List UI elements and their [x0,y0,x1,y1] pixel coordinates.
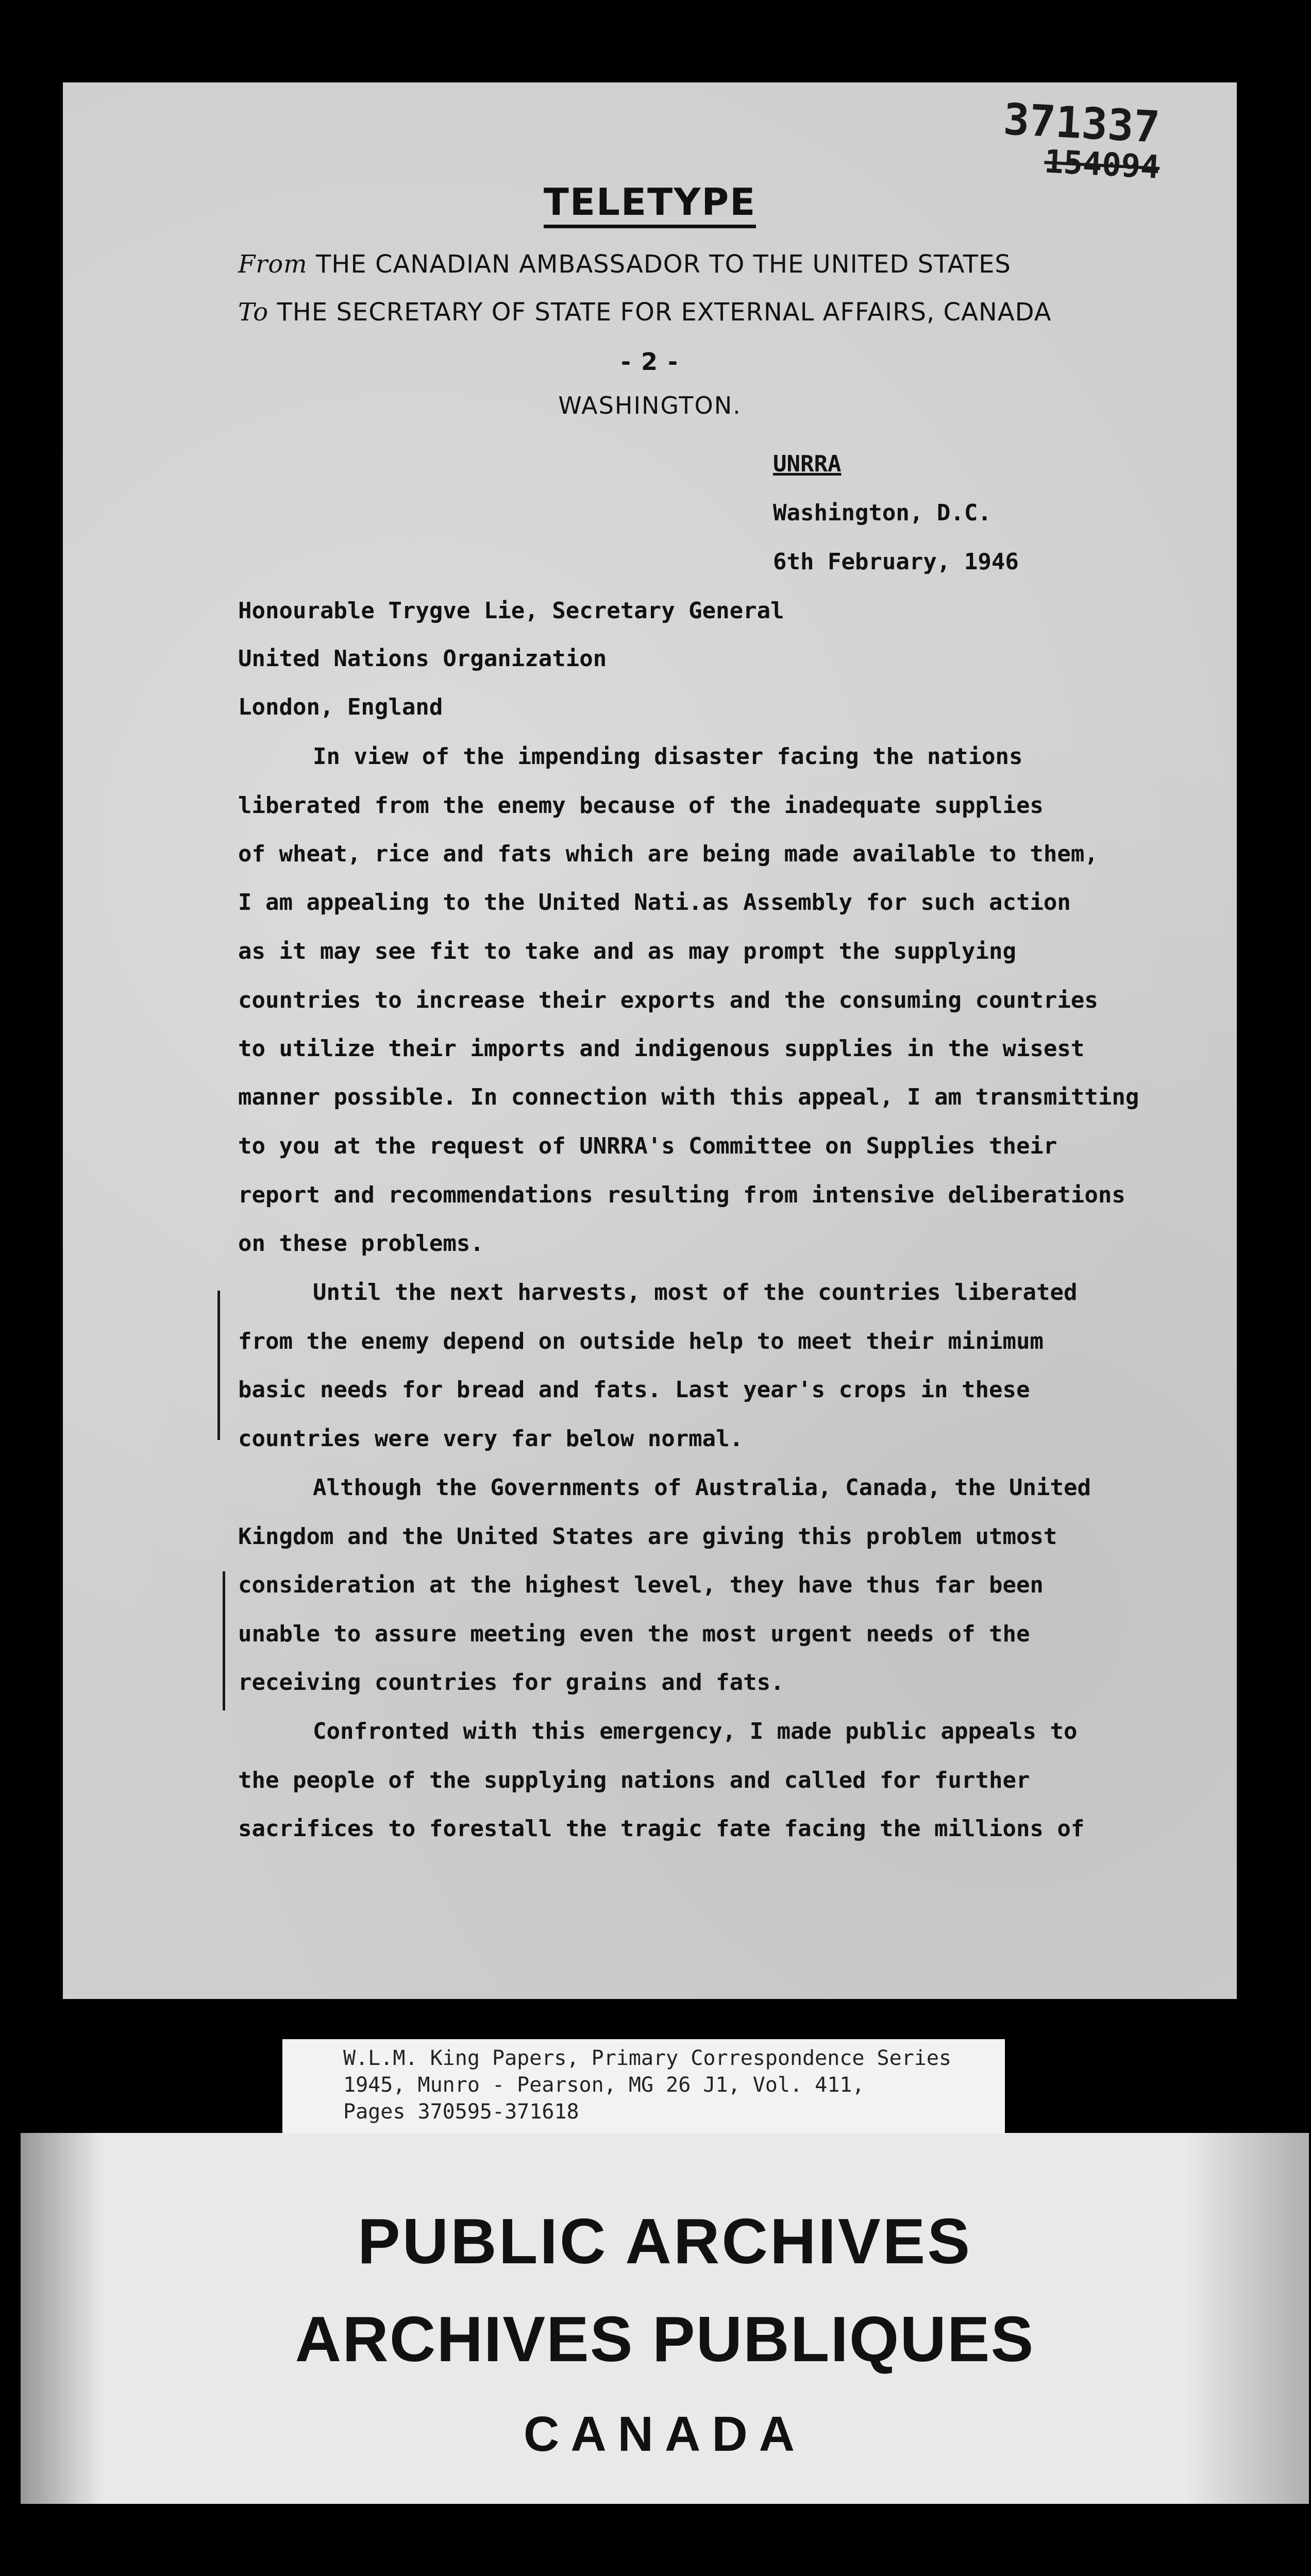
body-line: the people of the supplying nations and called for further [238,1767,1030,1793]
body-line: countries were very far below normal. [238,1426,744,1452]
page-title: TELETYPE [63,180,1237,224]
body-line: as it may see fit to take and as may prompt the supplying [238,938,1016,964]
from-label: From [238,250,308,279]
body-line: Kingdom and the United States are giving this problem utmost [238,1523,1057,1550]
margin-mark [217,1291,220,1440]
banner-line-english: PUBLIC ARCHIVES [357,2206,972,2277]
from-text: THE CANADIAN AMBASSADOR TO THE UNITED STATES [315,250,1011,279]
body-line: unable to assure meeting even the most urgent needs of the [238,1621,1030,1647]
document-page [63,82,1237,1999]
body-line: to you at the request of UNRRA's Committee on Supplies their [238,1133,1057,1159]
body-line: Confronted with this emergency, I made public appeals to [313,1718,1078,1744]
serial-number-stamp [1002,94,1161,186]
letter-date: 6th February, 1946 [773,549,1019,575]
body-line: consideration at the highest level, they have thus far been [238,1572,1044,1598]
body-line: liberated from the enemy because of the inadequate supplies [238,792,1044,819]
archive-label-line: 1945, Munro - Pearson, MG 26 J1, Vol. 411, [343,2073,865,2097]
addressee-line: Honourable Trygve Lie, Secretary General [238,598,784,624]
serial-struck: 154094 [1043,142,1161,186]
body-line: sacrifices to forestall the tragic fate facing the millions of [238,1816,1085,1842]
addressee-line: London, England [238,694,443,720]
serial-current: 371337 [1002,94,1161,152]
origin-city: WASHINGTON. [558,392,742,419]
body-line: countries to increase their exports and the consuming countries [238,987,1098,1013]
banner-line-french: ARCHIVES PUBLIQUES [295,2304,1035,2375]
body-line: In view of the impending disaster facing the nations [313,743,1023,770]
letterhead-org: UNRRA [773,451,842,477]
body-line: manner possible. In connection with this appeal, I am transmitting [238,1084,1139,1110]
to-label: To [238,298,269,327]
archive-banner [21,2133,1309,2504]
body-line: receiving countries for grains and fats. [238,1669,784,1696]
from-line [238,250,1011,279]
body-line: to utilize their imports and indigenous supplies in the wisest [238,1036,1085,1062]
margin-mark [223,1571,225,1710]
archive-reference-label [282,2039,1005,2137]
archive-label-line: W.L.M. King Papers, Primary Correspondence Series [343,2046,952,2070]
body-line: Until the next harvests, most of the countries liberated [313,1279,1078,1306]
page-number: - 2 - [620,348,679,376]
body-line: basic needs for bread and fats. Last year's crops in these [238,1377,1030,1403]
body-line: report and recommendations resulting from intensive deliberations [238,1182,1125,1208]
archive-label-line: Pages 370595-371618 [343,2100,579,2124]
body-line: I am appealing to the United Nati.as Assembly for such action [238,889,1071,916]
to-text: THE SECRETARY OF STATE FOR EXTERNAL AFFAIRS, CANADA [277,298,1052,327]
body-line: on these problems. [238,1230,484,1257]
letterhead-place: Washington, D.C. [773,500,991,526]
body-line: Although the Governments of Australia, Canada, the United [313,1475,1091,1501]
body-line: of wheat, rice and fats which are being made available to them, [238,841,1098,867]
to-line [238,298,1052,327]
body-line: from the enemy depend on outside help to meet their minimum [238,1328,1044,1354]
banner-line-country: CANADA [524,2406,806,2462]
addressee-line: United Nations Organization [238,646,607,672]
